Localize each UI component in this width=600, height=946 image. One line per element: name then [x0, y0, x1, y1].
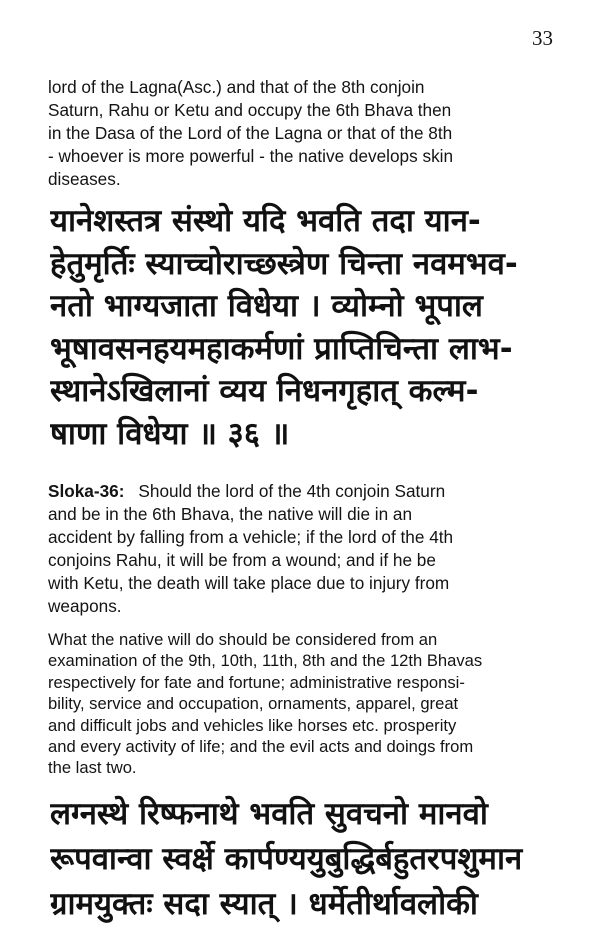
- text-line: conjoins Rahu, it will be from a wound; and if he be: [48, 550, 436, 570]
- verse-line: नतो भाग्यजाता विधेया । व्योम्नो भूपाल: [50, 288, 483, 324]
- sanskrit-verse-36: [50, 200, 570, 455]
- text-line: examination of the 9th, 10th, 11th, 8th and the 12th Bhavas: [48, 651, 483, 671]
- text-line: What the native will do should be considered from an: [48, 630, 438, 649]
- paragraph-continuation: [48, 76, 548, 191]
- text-line: lord of the Lagna(Asc.) and that of the 8th conjoin: [48, 77, 425, 97]
- verse-line: हेतुमृर्तिः स्याच्चोराच्छस्त्रेण चिन्ता नवमभव-: [50, 245, 518, 282]
- text-line: and difficult jobs and vehicles like horses etc. prosperity: [48, 715, 457, 735]
- text-line: respectively for fate and fortune; administrative responsi-: [48, 672, 465, 692]
- sanskrit-verse-37: [50, 792, 570, 927]
- sloka-first-line: Should the lord of the 4th conjoin Saturn: [138, 481, 446, 501]
- sloka-label: Sloka-36:: [48, 481, 125, 501]
- text-line: the last two.: [48, 758, 137, 778]
- text-line: diseases.: [48, 169, 121, 189]
- paragraph-bhavas: [48, 629, 548, 779]
- text-line: weapons.: [48, 596, 122, 616]
- text-line: [48, 480, 548, 503]
- text-line: with Ketu, the death will take place due to injury from: [48, 573, 450, 593]
- text-line: and be in the 6th Bhava, the native will die in an: [48, 504, 413, 524]
- page-number: 33: [532, 26, 553, 50]
- text-line: and every activity of life; and the evil acts and doings from: [48, 737, 474, 757]
- verse-line: षाणा विधेया ॥ ३६ ॥: [50, 415, 290, 452]
- verse-line: भूषावसनहयमहाकर्मणां प्राप्तिचिन्ता लाभ-: [50, 330, 513, 367]
- verse-line: स्थानेऽखिलानां व्यय निधनगृहात् कल्म-: [50, 373, 479, 409]
- text-line: Saturn, Rahu or Ketu and occupy the 6th Bhava then: [48, 100, 452, 120]
- verse-line: यानेशस्तत्र संस्थो यदि भवति तदा यान-: [50, 203, 481, 239]
- text-line: - whoever is more powerful - the native develops skin: [48, 146, 454, 166]
- text-line: accident by falling from a vehicle; if the lord of the 4th: [48, 527, 454, 547]
- text-line: in the Dasa of the Lord of the Lagna or that of the 8th: [48, 123, 453, 143]
- verse-line: ग्रामयुक्तः सदा स्यात् । धर्मेतीर्थावलोकी: [50, 886, 478, 922]
- text-line: bility, service and occupation, ornaments, apparel, great: [48, 694, 459, 714]
- verse-line: रूपवान्वा स्वर्क्षे कार्पण्ययुबुद्धिर्बहुतरपशुमान: [50, 841, 523, 877]
- sloka-translation: [48, 480, 548, 618]
- verse-line: लग्नस्थे रिष्फनाथे भवति सुवचनो मानवो: [50, 796, 488, 832]
